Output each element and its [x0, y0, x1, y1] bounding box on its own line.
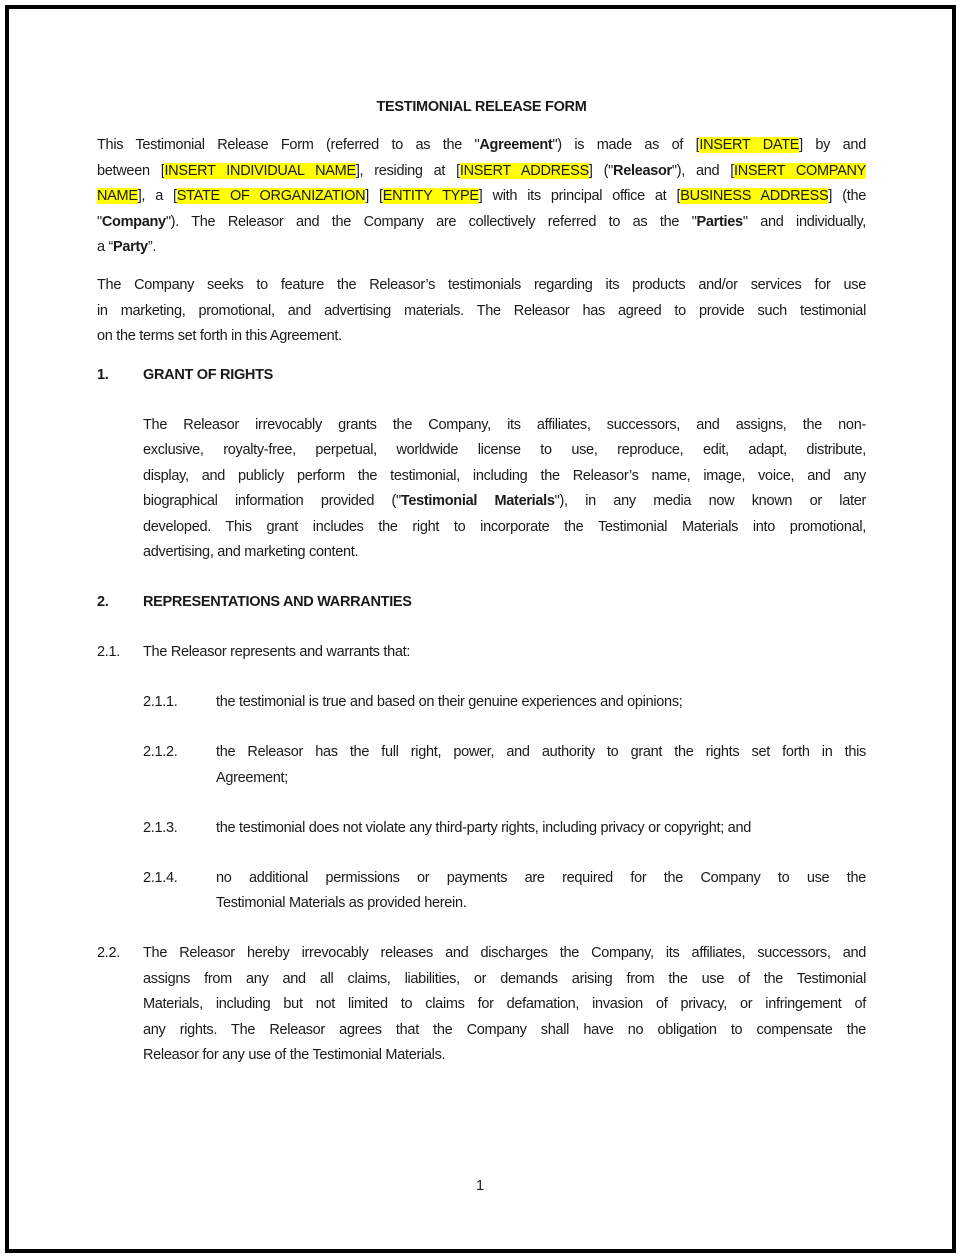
section-1-heading: GRANT OF RIGHTS	[143, 366, 274, 383]
clause-2-2-row	[97, 941, 866, 1069]
text-run: the testimonial does not violate any third-party rights, including privacy or copyright; and	[216, 819, 751, 836]
subclause-2-1-4-number: 2.1.4.	[143, 869, 178, 886]
text-line	[97, 273, 866, 299]
text-line	[143, 967, 866, 993]
text-line	[143, 540, 866, 566]
text-line	[216, 866, 866, 892]
text-line	[216, 740, 866, 766]
text-run: assigns from any and all claims, liabilities, or demands arising from the use of the Testimonial	[143, 970, 866, 987]
text-run: developed. This grant includes the right to incorporate the Testimonial Materials into promotional,	[143, 518, 866, 535]
text-line	[143, 515, 866, 541]
defined-term: Agreement	[479, 137, 553, 153]
text-run: The Releasor hereby irrevocably releases and discharges the Company, its affiliates, successors, and	[143, 945, 866, 961]
text-run: between [	[97, 162, 165, 179]
subclause-2-1-2-row	[97, 740, 866, 791]
text-run: ") is made as of [	[552, 137, 700, 153]
placeholder-highlight: ENTITY TYPE	[382, 188, 479, 204]
subclause-2-1-3-number: 2.1.3.	[143, 819, 178, 836]
text-run: any rights. The Releasor agrees that the Company shall have no obligation to compensate the	[143, 1021, 866, 1038]
text-run: advertising, and marketing content.	[143, 544, 359, 560]
text-run: ] with its principal office at [	[478, 188, 681, 204]
text-run: exclusive, royalty-free, perpetual, worldwide license to use, reproduce, edit, adapt, distribute,	[143, 442, 866, 458]
text-line	[143, 489, 866, 515]
subclause-2-1-2-number: 2.1.2.	[143, 744, 178, 760]
text-line	[143, 941, 866, 967]
text-run: "	[97, 213, 102, 230]
text-run: ] by and	[799, 137, 866, 153]
clause-2-2-text	[143, 941, 866, 1069]
text-line	[143, 1018, 866, 1044]
section-2-number: 2.	[97, 594, 109, 610]
text-run: ], residing at [	[355, 162, 460, 179]
defined-term: Parties	[696, 213, 743, 230]
text-run: "). The Releasor and the Company are collectively referred to as the "	[165, 213, 697, 230]
clause-2-1-number: 2.1.	[97, 644, 120, 660]
text-line	[143, 413, 866, 439]
clause-2-1-row	[97, 640, 866, 666]
document-content	[9, 9, 951, 1069]
subclause-2-1-1-text	[216, 690, 866, 716]
defined-term: Testimonial Materials	[400, 493, 555, 509]
text-line	[143, 464, 866, 490]
text-run: no additional permissions or payments are required for the Company to use the	[216, 869, 866, 886]
text-run: The Releasor represents and warrants that:	[143, 644, 411, 660]
subclause-2-1-4-text	[216, 866, 866, 917]
clause-2-2-number: 2.2.	[97, 945, 120, 961]
section-1-body	[143, 413, 866, 566]
text-run: the Releasor has the full right, power, and authority to grant the rights set forth in this	[216, 744, 866, 760]
defined-term: Party	[113, 239, 148, 255]
text-line	[216, 816, 866, 842]
text-line	[143, 1043, 866, 1069]
section-1-number: 1.	[97, 366, 109, 383]
text-line	[216, 766, 866, 792]
document-title: TESTIMONIAL RELEASE FORM	[376, 99, 587, 115]
text-line	[143, 992, 866, 1018]
text-line	[216, 891, 866, 917]
text-run: Agreement;	[216, 769, 288, 786]
text-run: Testimonial Materials as provided herein.	[216, 895, 467, 911]
text-run: ] [	[365, 188, 383, 204]
section-2-heading: REPRESENTATIONS AND WARRANTIES	[143, 594, 412, 610]
text-run: in marketing, promotional, and advertising materials. The Releasor has agreed to provide such testimonial	[97, 302, 866, 319]
placeholder-highlight: NAME	[97, 188, 138, 204]
clause-2-1-text	[143, 640, 866, 666]
text-line	[216, 690, 866, 716]
placeholder-highlight: BUSINESS ADDRESS	[680, 188, 829, 204]
placeholder-highlight: INSERT ADDRESS	[459, 162, 589, 179]
text-line	[97, 299, 866, 325]
text-run: on the terms set forth in this Agreement.	[97, 328, 342, 344]
placeholder-highlight: STATE OF ORGANIZATION	[176, 188, 366, 204]
text-run: Materials, including but not limited to claims for defamation, invasion of privacy, or infringement of	[143, 996, 866, 1012]
text-run: the testimonial is true and based on their genuine experiences and opinions;	[216, 694, 683, 710]
text-run: This Testimonial Release Form (referred to as the "	[97, 137, 480, 153]
page-number: 1	[475, 1178, 485, 1194]
text-line	[143, 438, 866, 464]
section-2-heading-row	[97, 590, 866, 616]
placeholder-highlight: INSERT COMPANY	[734, 162, 866, 179]
intro-paragraph	[97, 133, 866, 261]
text-line	[143, 640, 866, 666]
subclause-2-1-3-text	[216, 816, 866, 842]
text-run: biographical information provided ("	[143, 493, 401, 509]
placeholder-highlight: INSERT INDIVIDUAL NAME	[164, 162, 356, 179]
text-line	[97, 159, 866, 185]
text-run: display, and publicly perform the testimonial, including the Releasor’s name, image, voice, and any	[143, 467, 866, 484]
text-run: a “	[97, 239, 114, 255]
text-line	[97, 324, 866, 350]
subclause-2-1-4-row	[97, 866, 866, 917]
text-line	[97, 210, 866, 236]
text-run: ], a [	[137, 188, 177, 204]
text-run: ”.	[147, 239, 157, 255]
text-run: ] ("	[588, 162, 614, 179]
subclause-2-1-1-row	[97, 690, 866, 716]
subclause-2-1-3-row	[97, 816, 866, 842]
text-run: Releasor for any use of the Testimonial Materials.	[143, 1047, 446, 1063]
text-run: ] (the	[828, 188, 867, 204]
subclause-2-1-2-text	[216, 740, 866, 791]
text-line	[97, 133, 866, 159]
defined-term: Releasor	[613, 162, 672, 179]
subclause-2-1-1-number: 2.1.1.	[143, 694, 178, 710]
section-1-heading-row	[97, 363, 866, 389]
defined-term: Company	[101, 213, 166, 230]
text-run: The Releasor irrevocably grants the Company, its affiliates, successors, and assigns, the non-	[143, 416, 866, 433]
text-run: "), in any media now known or later	[554, 493, 866, 509]
text-run: "), and [	[671, 162, 735, 179]
text-run: The Company seeks to feature the Releasor’s testimonials regarding its products and/or services for use	[97, 277, 866, 293]
purpose-paragraph	[97, 273, 866, 350]
text-run: " and individually,	[742, 213, 866, 230]
text-line	[97, 235, 866, 261]
text-line	[97, 184, 866, 210]
placeholder-highlight: INSERT DATE	[699, 137, 800, 153]
